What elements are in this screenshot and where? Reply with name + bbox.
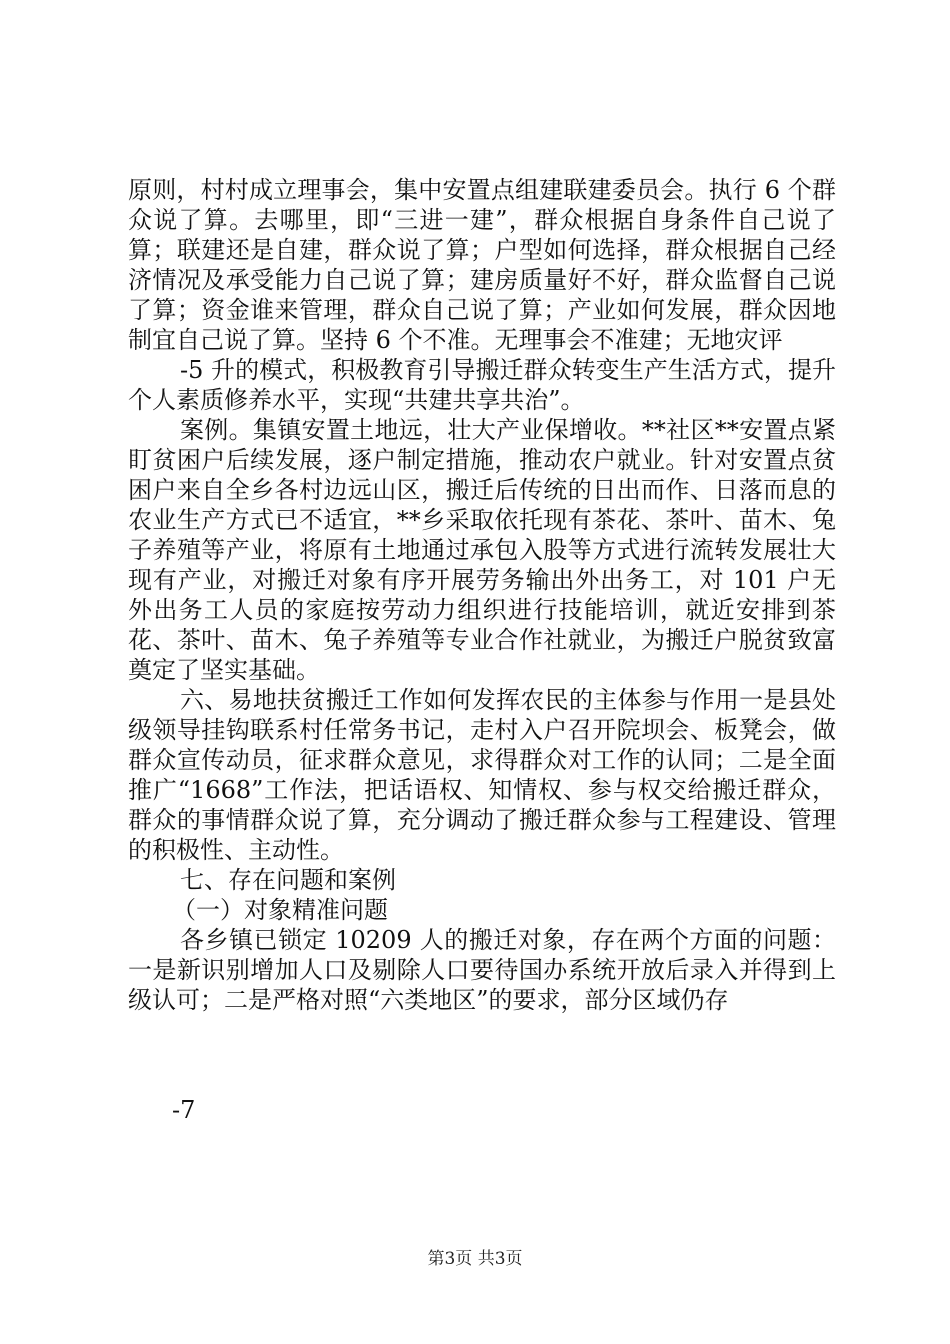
page-marker: -7 [172,1096,196,1124]
paragraph-principle: 原则，村村成立理事会，集中安置点组建联建委员会。执行 6 个群众说了算。去哪里，即“三进一建”，群众根据自身条件自己说了算；联建还是自建，群众说了算；户型如何选择，群众根据自己经济情况及承受能力自己说了算；建房质量好不好，群众监督自己说了算；资金谁来管理，群众自己说了算；产业如何发展，群众因地制宜自己说了算。坚持 6 个不准。无理事会不准建；无地灾评 [128,176,836,354]
paragraph-case: 案例。集镇安置土地远，壮大产业保增收。**社区**安置点紧盯贫困户后续发展，逐户制定措施，推动农户就业。针对安置点贫困户来自全乡各村边远山区，搬迁后传统的日出而作、日落而息的农业生产方式已不适宜，**乡采取依托现有茶花、茶叶、苗木、兔子养殖等产业，将原有土地通过承包入股等方式进行流转发展壮大现有产业，对搬迁对象有序开展劳务输出外出务工，对 101 户无外出务工人员的家庭按劳动力组织进行技能培训，就近安排到茶花、茶叶、苗木、兔子养殖等专业合作社就业，为搬迁户脱贫致富奠定了坚实基础。 [128,416,836,684]
heading-section-seven: 七、存在问题和案例 [180,866,396,894]
page-footer: 第3页 共3页 [427,1249,523,1269]
document-body [128,175,836,1015]
subheading-target-accuracy: （一）对象精准问题 [172,896,388,924]
paragraph-target-issues: 各乡镇已锁定 10209 人的搬迁对象，存在两个方面的问题：一是新识别增加人口及剔除人口要待国办系统开放后录入并得到上级认可；二是严格对照“六类地区”的要求，部分区域仍存 [128,926,836,1014]
paragraph-section-six: 六、易地扶贫搬迁工作如何发挥农民的主体参与作用一是县处级领导挂钩联系村任常务书记，走村入户召开院坝会、板凳会，做群众宣传动员，征求群众意见，求得群众对工作的认同；二是全面推广“1668”工作法，把话语权、知情权、参与权交给搬迁群众，群众的事情群众说了算，充分调动了搬迁群众参与工程建设、管理的积极性、主动性。 [128,686,836,864]
paragraph-model: -5 升的模式，积极教育引导搬迁群众转变生产生活方式，提升个人素质修养水平，实现“共建共享共治”。 [128,356,836,414]
